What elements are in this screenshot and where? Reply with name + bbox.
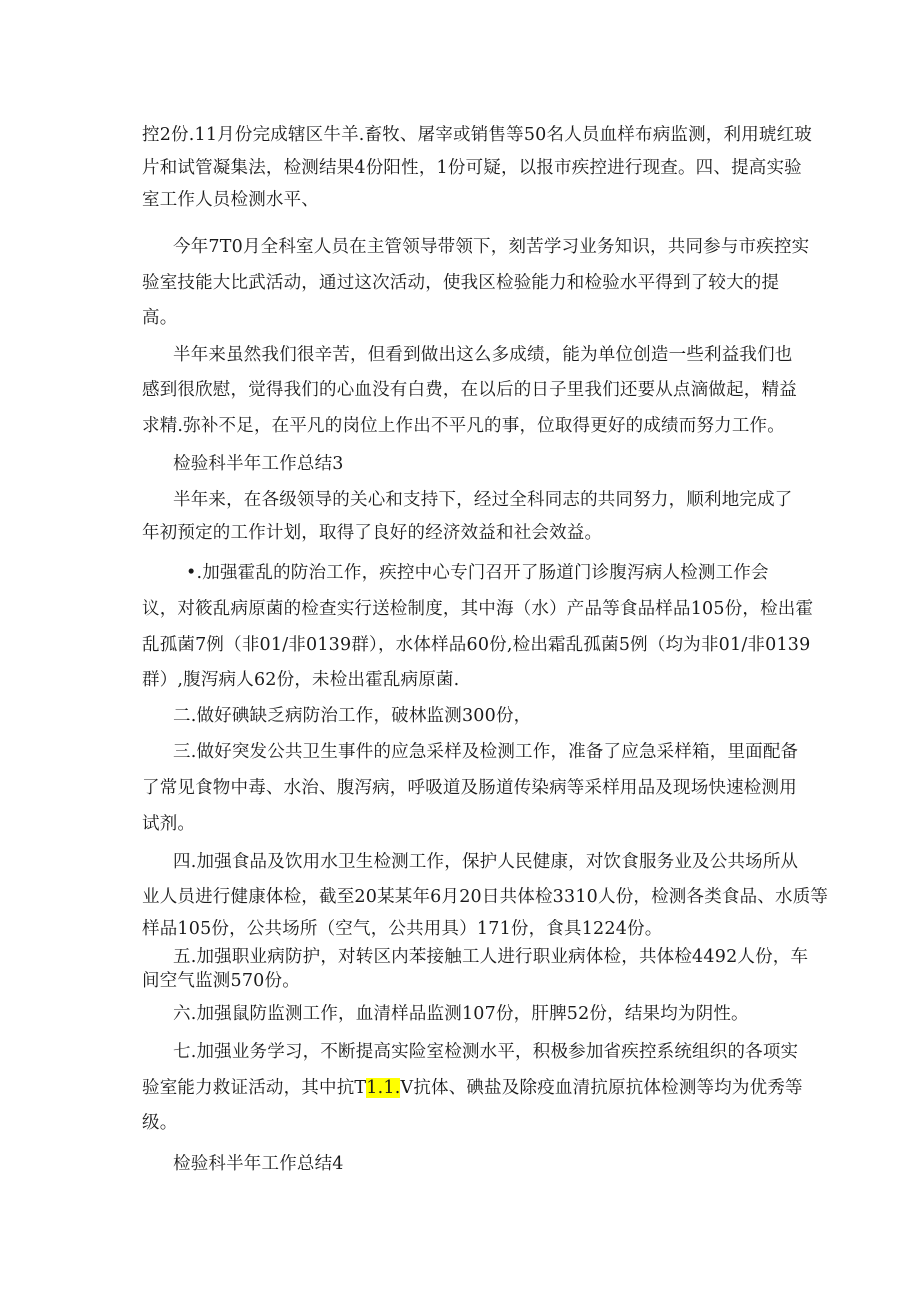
paragraph-line: 验室技能大比武活动，通过这次活动，使我区检验能力和检验水平得到了较大的提 [142, 273, 780, 293]
paragraph-line: 级。 [142, 1113, 178, 1133]
paragraph-line: 年初预定的工作计划，取得了良好的经济效益和社会效益。 [142, 523, 603, 543]
paragraph-line: 二.做好碘缺乏病防治工作，破林监测300份， [173, 706, 532, 726]
paragraph-line: 间空气监测570份。 [142, 971, 300, 991]
paragraph-line: 业人员进行健康体检，截至20某某年6月20日共体检3310人份，检测各类食品、水质等 [142, 887, 829, 907]
paragraph-line: 半年来，在各级领导的关心和支持下，经过全科同志的共同努力，顺利地完成了 [173, 490, 793, 510]
paragraph-line: 五.加强职业病防护，对转区内苯接触工人进行职业病体检，共体检4492人份，车 [173, 947, 809, 967]
paragraph-line: 高。 [142, 308, 178, 328]
line-text: 验室能力救证活动，其中抗T [142, 1078, 367, 1098]
paragraph-line: 群）,腹泻病人62份，未检出霍乱病原菌. [142, 670, 460, 690]
paragraph-line: •.加强霍乱的防治工作，疾控中心专门召开了肠道门诊腹泻病人检测工作会 [186, 563, 769, 583]
paragraph-line: 乱孤菌7例（非01/非0139群），水体样品60份,检出霜乱孤菌5例（均为非01/非0139 [142, 635, 811, 655]
paragraph-line: 求精.弥补不足，在平凡的岗位上作出不平凡的事，位取得更好的成绩而努力工作。 [142, 416, 785, 436]
paragraph-line: 试剂。 [142, 814, 196, 834]
paragraph-line: 样品105份，公共场所（空气，公共用具）171份，食具1224份。 [142, 919, 663, 939]
paragraph-line: 控2份.11月份完成辖区牛羊.畜牧、屠宰或销售等50名人员血样布病监测，利用琥红玻 [142, 125, 812, 145]
paragraph-line: 七.加强业务学习，不断提高实险室检测水平，积极参加省疾控系统组织的各项实 [173, 1042, 799, 1062]
paragraph-line: 了常见食物中毒、水治、腹泻病，呼吸道及肠道传染病等采样用品及现场快速检测用 [142, 778, 797, 798]
paragraph-line: 四.加强食品及饮用水卫生检测工作，保护人民健康，对饮食服务业及公共场所从 [173, 852, 799, 872]
paragraph-line: 三.做好突发公共卫生事件的应急采样及检测工作，准备了应急采样箱，里面配备 [173, 742, 799, 762]
paragraph-line: 议，对筱乱病原菌的检查实行送检制度，其中海（水）产品等食品样品105份，检出霍 [142, 599, 814, 619]
paragraph-line: 今年7T0月全科室人员在主管领导带领下，刻苦学习业务知识，共同参与市疾控实 [173, 237, 810, 257]
paragraph-line: 片和试管凝集法，检测结果4份阳性，1份可疑，以报市疾控进行现查。四、提高实验 [142, 158, 802, 178]
section-heading: 检验科半年工作总结4 [173, 1154, 344, 1174]
paragraph-line: 六.加强鼠防监测工作，血清样品监测107份，肝脾52份，结果均为阴性。 [173, 1004, 749, 1024]
paragraph-line: 感到很欣慰，觉得我们的心血没有白费，在以后的日子里我们还要从点滴做起，精益 [142, 380, 797, 400]
section-heading: 检验科半年工作总结3 [173, 454, 344, 474]
line-text: V抗体、碘盐及除疫血清抗原抗体检测等均为优秀等 [400, 1078, 803, 1098]
paragraph-line: 半年来虽然我们很辛苦，但看到做出这么多成绩，能为单位创造一些利益我们也 [173, 345, 793, 365]
paragraph-line: 室工作人员检测水平、 [142, 190, 319, 210]
paragraph-line [142, 1077, 803, 1099]
highlighted-text: 1.1. [366, 1078, 401, 1098]
